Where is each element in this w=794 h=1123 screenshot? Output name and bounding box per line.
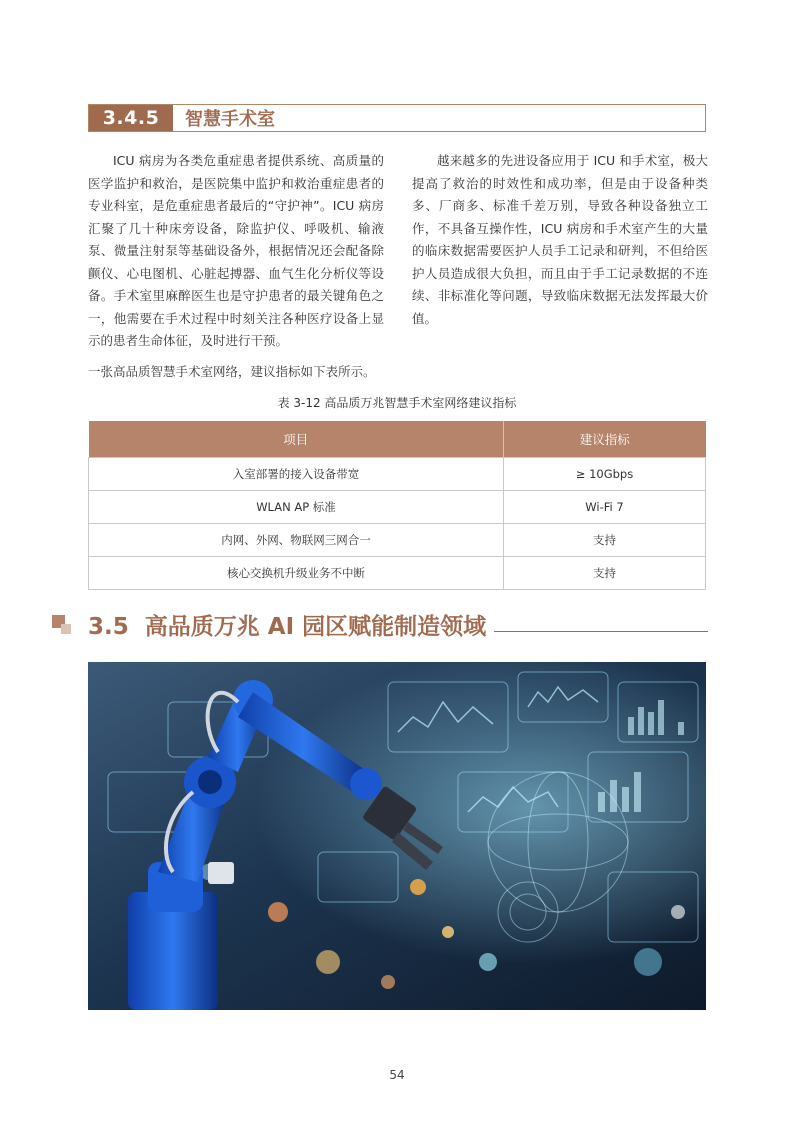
section-title: 智慧手术室: [185, 109, 275, 130]
chapter-title: [88, 608, 486, 641]
heading-rule: [494, 631, 708, 632]
chapter-heading: [52, 606, 708, 642]
right-paragraph: 越来越多的先进设备应用于 ICU 和手术室，极大提高了救治的时效性和成功率，但是由于设备种类多、厂商多、标准千差万别，导致各种设备独立工作，不具备互操作性，ICU 病房和手术室产生的大量的临床数据需要医护人员手工记录和研判，不但给医护人员造成很大负担，而且由于手工记录数据的不连续、非标准化等问题，导致临床数据无法发挥最大价值。: [412, 153, 708, 326]
table-cell-item: 入室部署的接入设备带宽: [89, 458, 504, 491]
intro-text: 一张高品质智慧手术室网络，建议指标如下表所示。: [88, 364, 376, 379]
left-column: [88, 150, 384, 353]
chapter-number: 3.5: [88, 613, 129, 640]
spec-table: [88, 421, 706, 590]
table-header-row: [89, 421, 706, 458]
heading-square-icon: [52, 613, 74, 635]
table-cell-item: 内网、外网、物联网三网合一: [89, 524, 504, 557]
left-paragraph: ICU 病房为各类危重症患者提供系统、高质量的医学监护和救治，是医院集中监护和救治重症患者的专业科室，是危重症患者最后的“守护神”。ICU 病房汇聚了几十种床旁设备，除监护仪、呼吸机、输液泵、微量注射泵等基础设备外，根据情况还会配备除颤仪、心电图机、心脏起搏器、血气生化分析仪等设备。手术室里麻醉医生也是守护患者的最关键角色之一，他需要在手术过程中时刻关注各种医疗设备上显示的患者生命体征，及时进行干预。: [88, 153, 384, 348]
table-cell-value: 支持: [504, 557, 706, 590]
table-header-value: 建议指标: [504, 421, 706, 458]
table-caption: 表 3-12 高品质万兆智慧手术室网络建议指标: [277, 396, 517, 410]
table-row: [89, 491, 706, 524]
table-cell-value: Wi-Fi 7: [504, 491, 706, 524]
section-number: 3.4.5: [89, 105, 173, 131]
table-row: [89, 458, 706, 491]
table-cell-value: 支持: [504, 524, 706, 557]
robot-arm-image: [88, 662, 706, 1010]
chapter-title-text: 高品质万兆 AI 园区赋能制造领域: [144, 613, 487, 640]
table-cell-item: 核心交换机升级业务不中断: [89, 557, 504, 590]
table-cell-item: WLAN AP 标准: [89, 491, 504, 524]
table-row: [89, 524, 706, 557]
table-cell-value: ≥ 10Gbps: [504, 458, 706, 491]
table-row: [89, 557, 706, 590]
section-heading: [88, 104, 706, 132]
page-number: 54: [389, 1068, 405, 1082]
table-header-item: 项目: [89, 421, 504, 458]
right-column: [412, 150, 708, 330]
